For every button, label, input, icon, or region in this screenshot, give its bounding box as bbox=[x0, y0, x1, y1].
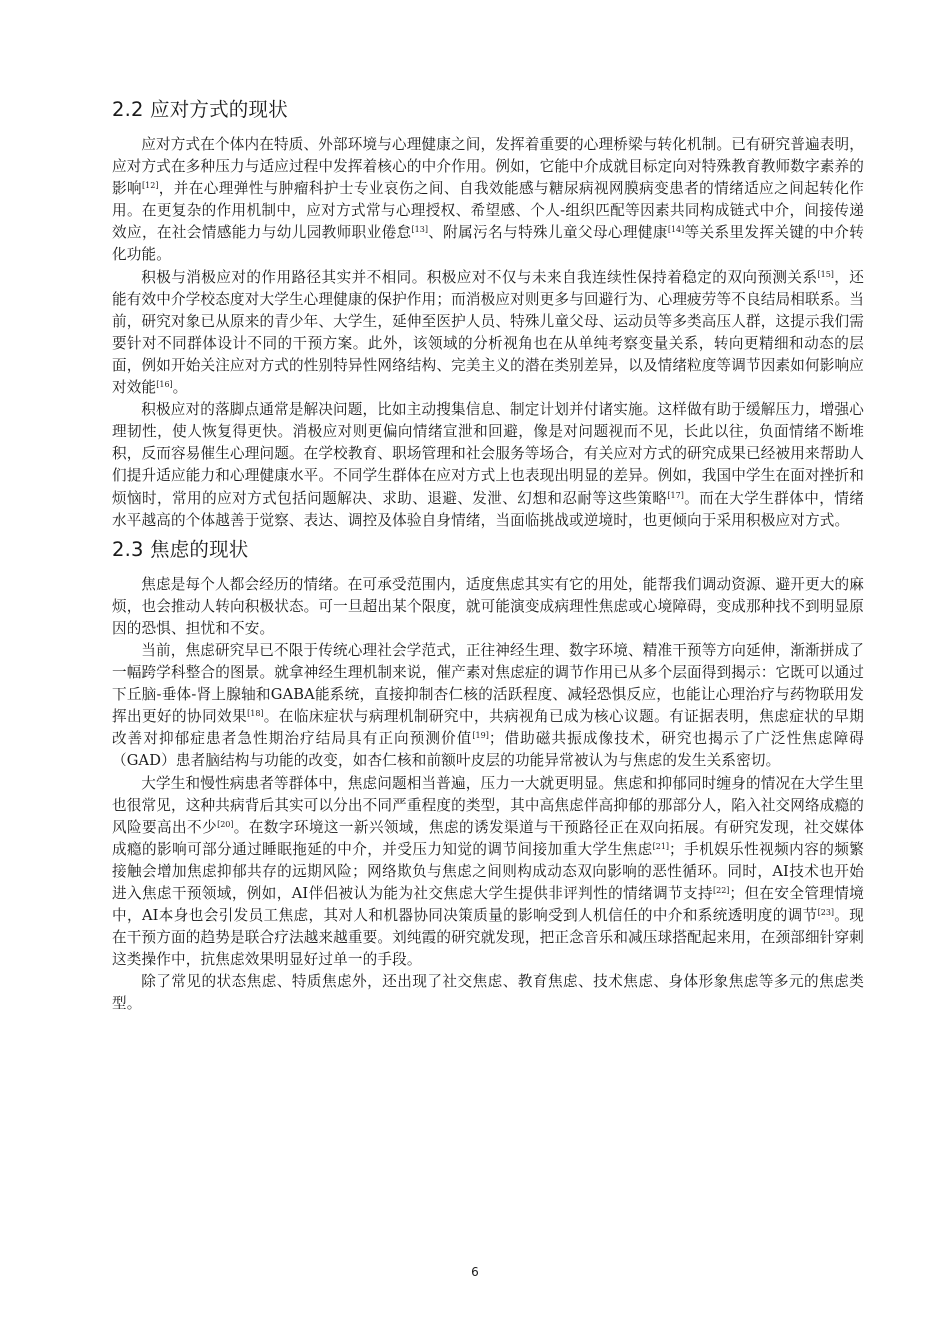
text-run: ；手机娱乐性视频内容的频繁接触会增加焦虑抑郁共存的远期风险；网络欺负与焦虑之间则构成动态双向影响的恶性循环。同时，AI技术也开始进入焦虑干预领域，例如，AI伴侣被认为能为社交焦虑大学生提供非评判性的情绪调节支持 bbox=[112, 840, 864, 902]
text-run: 积极应对的落脚点通常是解决问题，比如主动搜集信息、制定计划并付诸实施。这样做有助于缓解压力，增强心理韧性，使人恢复得更快。消极应对则更偏向情绪宣泄和回避，像是对问题视而不见，长此以往，负面情绪不断堆积，反而容易催生心理问题。在学校教育、职场管理和社会服务等场合，有关应对方式的研究成果已经被用来帮助人们提升适应能力和心理健康水平。不同学生群体在应对方式上也表现出明显的差异。例如，我国中学生在面对挫折和烦恼时，常用的应对方式包括问题解决、求助、退避、发泄、幻想和忍耐等这些策略 bbox=[112, 401, 864, 507]
page-body bbox=[112, 96, 864, 1016]
text-run: 。而在大学生群体中，情绪水平越高的个体越善于觉察、表达、调控及体验自身情绪，当面临挑战或逆境时，也更倾向于采用积极应对方式。 bbox=[112, 489, 864, 529]
paragraph bbox=[112, 640, 864, 773]
citation-marker: [18] bbox=[247, 709, 264, 719]
section-heading-2-2: 2.2 应对方式的现状 bbox=[112, 98, 288, 121]
text-run: 当前，焦虑研究早已不限于传统心理社会学范式，正往神经生理、数字环境、精准干预等方向延伸，渐渐拼成了一幅跨学科整合的图景。就拿神经生理机制来说，催产素对焦虑症的调节作用已从多个层面得到揭示：它既可以通过下丘脑-垂体-肾上腺轴和GABA能系统，直接抑制杏仁核的活跃程度、减轻恐惧反应，也能让心理治疗与药物联用发挥出更好的协同效果 bbox=[112, 641, 864, 726]
text-run: 除了常见的状态焦虑、特质焦虑外，还出现了社交焦虑、教育焦虑、技术焦虑、身体形象焦虑等多元的焦虑类型。 bbox=[112, 973, 864, 1013]
text-run: 。现在干预方面的趋势是联合疗法越来越重要。刘纯霞的研究就发现，把正念音乐和减压球搭配起来用，在颈部细针穿刺这类操作中，抗焦虑效果明显好过单一的手段。 bbox=[112, 907, 864, 969]
citation-marker: [22] bbox=[713, 886, 730, 895]
paragraph bbox=[112, 134, 864, 267]
text-run: 应对方式在个体内在特质、外部环境与心理健康之间，发挥着重要的心理桥梁与转化机制。已有研究普遍表明，应对方式在多种压力与适应过程中发挥着核心的中介作用。例如，它能中介成就目标定向对特殊教育教师数字素养的影响 bbox=[112, 136, 864, 198]
text-run: 等关系里发挥关键的中介转化功能。 bbox=[112, 224, 864, 264]
citation-marker: [17] bbox=[667, 490, 684, 500]
paragraph bbox=[112, 574, 864, 640]
citation-marker: [20] bbox=[217, 819, 234, 829]
paragraph bbox=[112, 399, 864, 532]
citation-marker: [12] bbox=[142, 181, 159, 191]
paragraph bbox=[112, 773, 864, 972]
text-run: 。在数字环境这一新兴领域，焦虑的诱发渠道与干预路径正在双向拓展。有研究发现，社交媒体成瘾的影响可部分通过睡眠拖延的中介，并受压力知觉的调节间接加重大学生焦虑 bbox=[112, 818, 864, 858]
text-run: 焦虑是每个人都会经历的情绪。在可承受范围内，适度焦虑其实有它的用处，能帮我们调动资源、避开更大的麻烦，也会推动人转向积极状态。可一旦超出某个限度，就可能演变成病理性焦虑或心境障碍，变成那种找不到明显原因的恐惧、担忧和不安。 bbox=[112, 575, 864, 637]
citation-marker: [21] bbox=[652, 841, 670, 851]
citation-marker: [14] bbox=[667, 225, 685, 235]
text-run: ，并在心理弹性与肿瘤科护士专业哀伤之间、自我效能感与糖尿病视网膜病变患者的情绪适应之间起转化作用。在更复杂的作用机制中，应对方式常与心理授权、希望感、个人-组织匹配等因素共同构成链式中介，间接传递效应，在社会情感能力与幼儿园教师职业倦怠 bbox=[112, 180, 864, 242]
text-run: ，还能有效中介学校态度对大学生心理健康的保护作用；而消极应对则更多与回避行为、心理疲劳等不良结局相联系。当前，研究对象已从原来的青少年、大学生，延伸至医护人员、特殊儿童父母、运动员等多类高压人群，这提示我们需要针对不同群体设计不同的干预方案。此外，该领域的分析视角也在从单纯考察变量关系，转向更精细和动态的层面，例如开始关注应对方式的性别特异性网络结构、完美主义的潜在类别差异，以及情绪粒度等调节因素如何影响应对效能 bbox=[112, 268, 864, 397]
paragraph bbox=[112, 971, 864, 1015]
text-run: 。 bbox=[172, 379, 188, 397]
text-run: ；但在安全管理情境中，AI本身也会引发员工焦虑，其对人和机器协同决策质量的影响受到人机信任的中介和系统透明度的调节 bbox=[112, 885, 864, 925]
section-heading-2-3: 2.3 焦虑的现状 bbox=[112, 537, 249, 561]
citation-marker: [13] bbox=[411, 225, 428, 235]
paragraph bbox=[112, 267, 864, 400]
text-run: ；借助磁共振成像技术，研究也揭示了广泛性焦虑障碍（GAD）患者脑结构与功能的改变，如杏仁核和前额叶皮层的功能异常被认为与焦虑的发生关系密切。 bbox=[112, 730, 865, 770]
citation-marker: [15] bbox=[817, 269, 834, 279]
citation-marker: [19] bbox=[472, 731, 489, 741]
text-run: 积极与消极应对的作用路径其实并不相同。积极应对不仅与未来自我连续性保持着稳定的双向预测关系 bbox=[141, 268, 818, 286]
page-number: 6 bbox=[471, 1265, 479, 1279]
text-run: 大学生和慢性病患者等群体中，焦虑问题相当普遍，压力一大就更明显。焦虑和抑郁同时缠身的情况在大学生里也很常见，这种共病背后其实可以分出不同严重程度的类型，其中高焦虑伴高抑郁的那部分人，陷入社交网络成瘾的风险要高出不少 bbox=[112, 774, 864, 836]
text-run: 。在临床症状与病理机制研究中，共病视角已成为核心议题。有证据表明，焦虑症状的早期改善对抑郁症患者急性期治疗结局具有正向预测价值 bbox=[112, 708, 864, 748]
citation-marker: [16] bbox=[156, 380, 173, 390]
citation-marker: [23] bbox=[817, 908, 835, 918]
text-run: 、附属污名与特殊儿童父母心理健康 bbox=[427, 224, 668, 242]
